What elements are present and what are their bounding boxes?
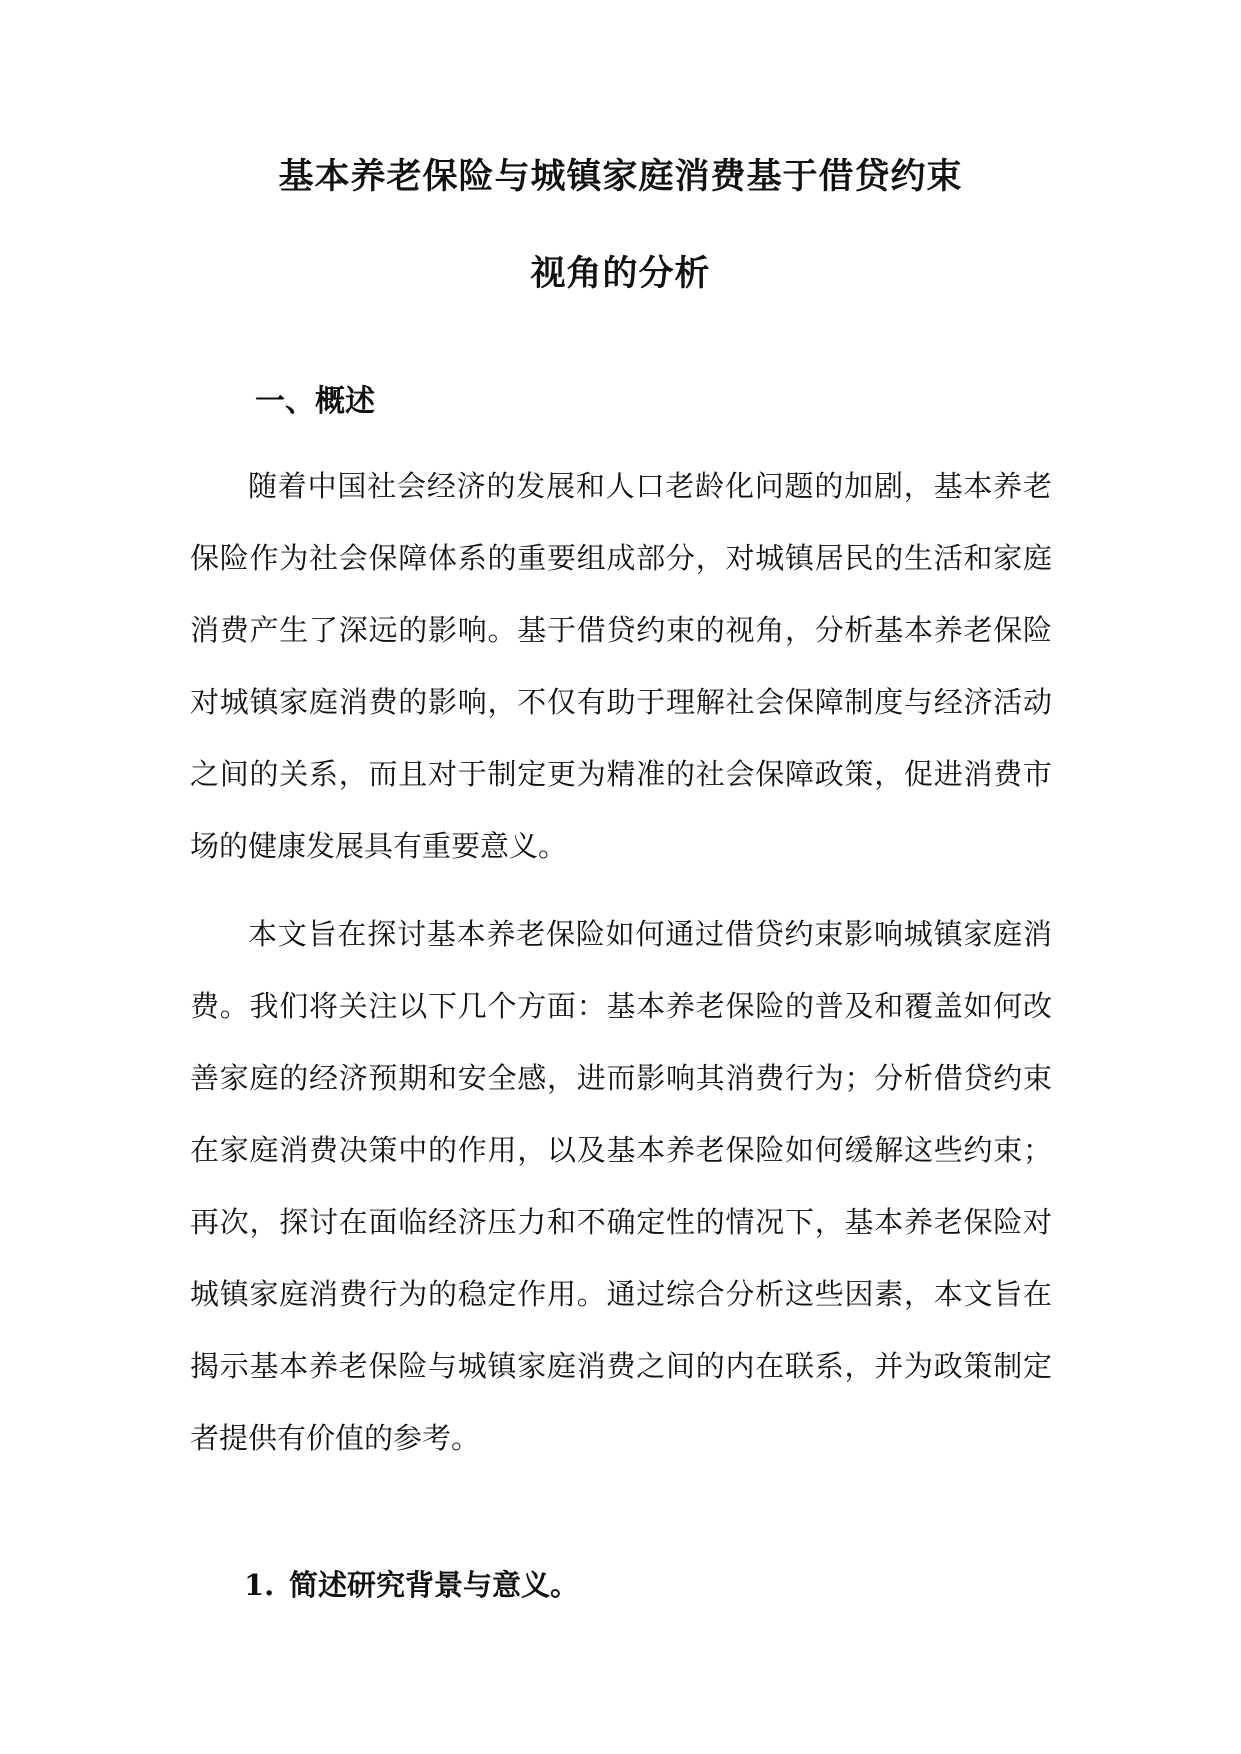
- document-title-line-2: 视角的分析: [530, 253, 711, 294]
- paragraph-1: 随着中国社会经济的发展和人口老龄化问题的加剧，基本养老保险作为社会保障体系的重要组成部分，对城镇居民的生活和家庭消费产生了深远的影响。基于借贷约束的视角，分析基本养老保险对城镇家庭消费的影响，不仅有助于理解社会保障制度与经济活动之间的关系，而且对于制定更为精准的社会保障政策，促进消费市场的健康发展具有重要意义。: [190, 469, 1052, 863]
- paragraph-2: 本文旨在探讨基本养老保险如何通过借贷约束影响城镇家庭消费。我们将关注以下几个方面：基本养老保险的普及和覆盖如何改善家庭的经济预期和安全感，进而影响其消费行为；分析借贷约束在家庭消费决策中的作用，以及基本养老保险如何缓解这些约束；再次，探讨在面临经济压力和不确定性的情况下，基本养老保险对城镇家庭消费行为的稳定作用。通过综合分析这些因素，本文旨在揭示基本养老保险与城镇家庭消费之间的内在联系，并为政策制定者提供有价值的参考。: [190, 917, 1052, 1455]
- section-heading-overview: 一、概述: [255, 384, 375, 419]
- document-title-line-1: 基本养老保险与城镇家庭消费基于借贷约束: [278, 156, 963, 197]
- subheading-text: 简述研究背景与意义。: [289, 1568, 580, 1602]
- subheading-research-background: [244, 1565, 579, 1605]
- subheading-number: 1.: [244, 1568, 275, 1602]
